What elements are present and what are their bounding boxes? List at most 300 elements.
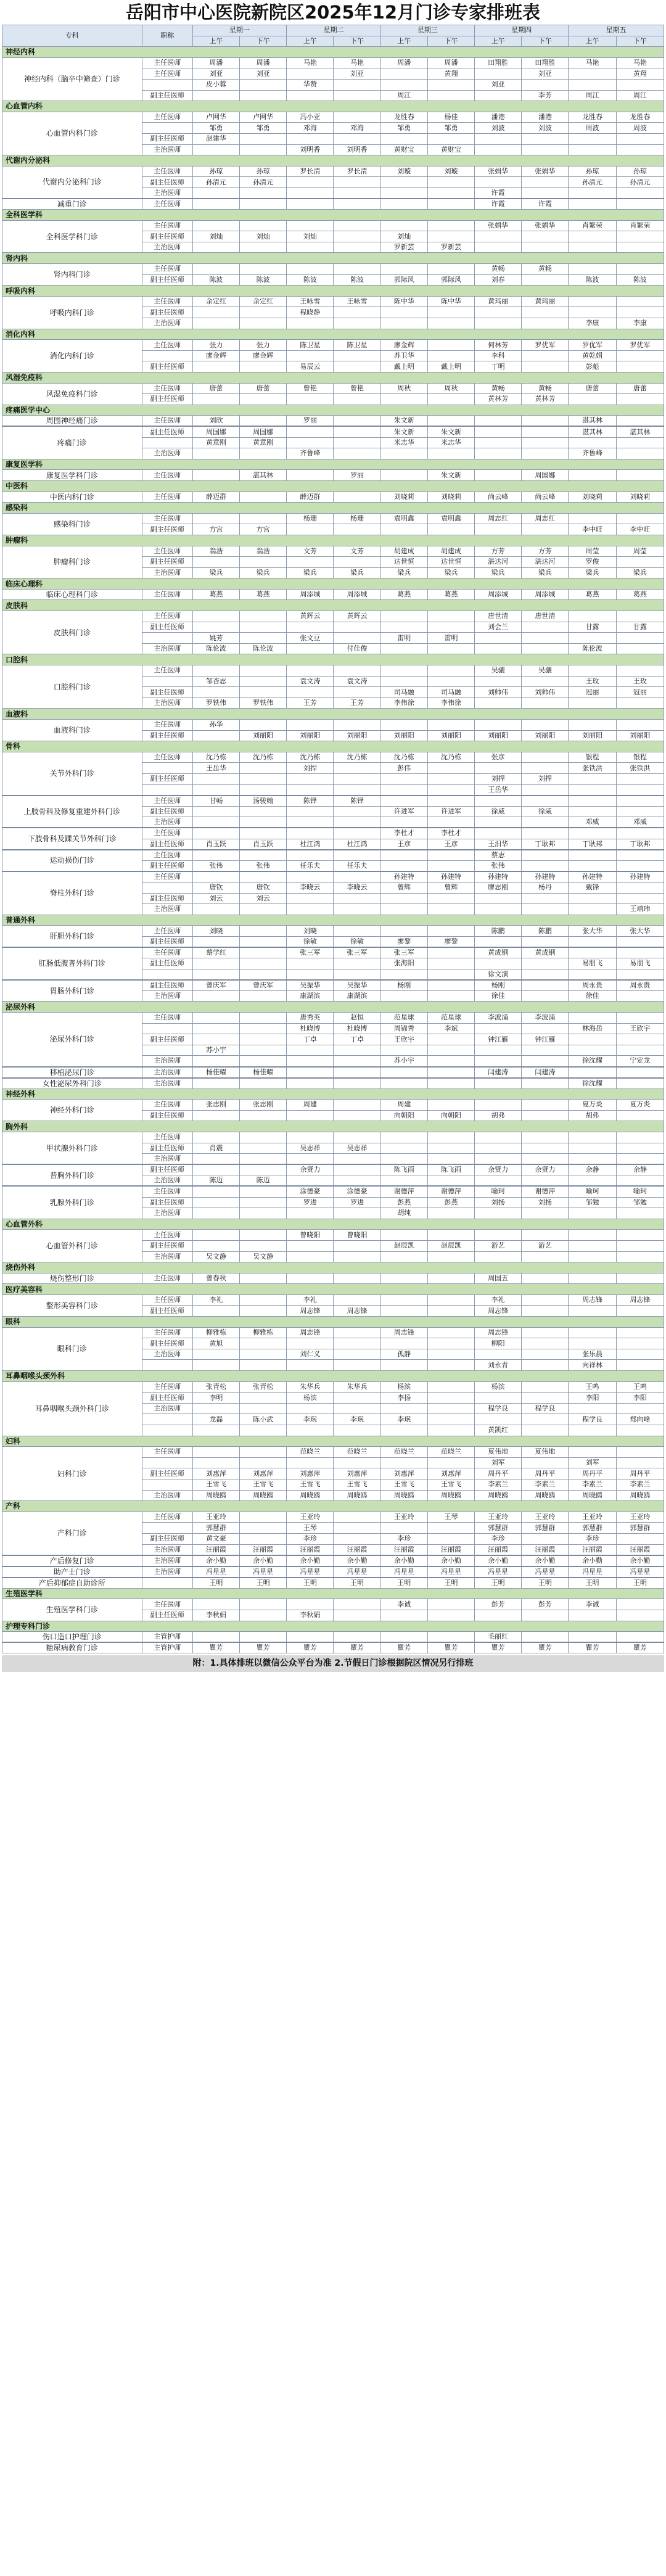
doctor-slot: 胡建成 (427, 546, 474, 557)
doctor-slot: 康湖滨 (334, 990, 380, 1002)
doctor-slot: 王亚玲 (192, 1512, 239, 1523)
schedule-row (2, 199, 664, 210)
doctor-slot (334, 1338, 380, 1349)
schedule-row (2, 470, 664, 481)
doctor-slot: 张彦 (475, 752, 522, 763)
specialty-name: 甲状腺外科门诊 (2, 1132, 142, 1164)
doctor-slot (616, 1143, 664, 1154)
doctor-slot (334, 1393, 380, 1404)
doctor-slot: 张三军 (334, 947, 380, 958)
doctor-slot (427, 1230, 474, 1241)
doctor-slot: 周莹 (569, 546, 616, 557)
doctor-slot: 朱华兵 (287, 1381, 334, 1393)
doctor-slot: 刘波 (475, 123, 522, 134)
doctor-slot (427, 1067, 474, 1078)
doctor-slot: 杜江鸿 (287, 839, 334, 850)
doctor-slot (287, 199, 334, 210)
doctor-slot: 吴骧 (475, 665, 522, 677)
doctor-slot (475, 470, 522, 481)
doctor-slot (334, 969, 380, 980)
doctor-slot: 周永贵 (569, 980, 616, 991)
doctor-slot (569, 720, 616, 731)
doctor-slot: 黄财宝 (380, 144, 427, 155)
doctor-slot: 张志刚 (192, 1100, 239, 1111)
doctor-slot: 刘晓莉 (427, 492, 474, 503)
doctor-slot: 潘港 (522, 112, 569, 123)
doctor-slot: 丁明 (475, 361, 522, 372)
doctor-slot (240, 187, 287, 199)
doctor-slot: 王咏雪 (287, 296, 334, 307)
doctor-slot: 黄翔 (427, 68, 474, 80)
doctor-slot: 冯星星 (334, 1566, 380, 1578)
schedule-row (2, 492, 664, 503)
doctor-slot: 孙建特 (380, 871, 427, 883)
doctor-slot (334, 773, 380, 784)
doctor-slot (380, 1078, 427, 1089)
header-specialty: 专科 (2, 25, 142, 47)
doctor-slot (522, 437, 569, 448)
schedule-row (2, 112, 664, 123)
doctor-slot (427, 1034, 474, 1045)
doctor-slot: 刘丽阳 (569, 730, 616, 741)
doctor-slot: 王雪飞 (380, 1479, 427, 1490)
doctor-slot: 周锦秀 (380, 1023, 427, 1034)
doctor-slot (334, 1425, 380, 1436)
doctor-title (142, 763, 192, 774)
doctor-slot (287, 470, 334, 481)
doctor-title: 主任医师 (142, 470, 192, 481)
doctor-slot: 游艺 (522, 1240, 569, 1251)
doctor-title: 副主任医师 (142, 730, 192, 741)
doctor-slot (569, 1067, 616, 1078)
doctor-slot: 葛燕 (569, 589, 616, 600)
doctor-title: 主治医师 (142, 1067, 192, 1078)
schedule-row (2, 1273, 664, 1284)
doctor-slot: 曾春秋 (192, 1273, 239, 1284)
schedule-row (2, 1642, 664, 1653)
doctor-slot: 杨滨 (380, 1381, 427, 1393)
doctor-slot: 曾辉 (427, 882, 474, 893)
doctor-slot (287, 1425, 334, 1436)
department-name: 康复医学科 (2, 459, 664, 470)
doctor-slot: 刘丽阳 (287, 730, 334, 741)
doctor-slot: 吴振华 (334, 980, 380, 991)
doctor-slot (569, 1240, 616, 1251)
doctor-slot: 湛其林 (240, 470, 287, 481)
doctor-slot: 王玫 (616, 676, 664, 687)
doctor-title: 主治医师 (142, 1208, 192, 1219)
doctor-slot (287, 850, 334, 861)
doctor-slot: 李杜才 (380, 828, 427, 839)
doctor-title (142, 1523, 192, 1534)
doctor-slot: 廖金辉 (380, 340, 427, 351)
doctor-slot: 刘明香 (287, 144, 334, 155)
doctor-slot: 刘晓莉 (616, 492, 664, 503)
doctor-slot (427, 622, 474, 633)
doctor-slot: 周志锋 (287, 1327, 334, 1338)
doctor-slot: 齐鲁峰 (569, 448, 616, 459)
doctor-slot (334, 448, 380, 459)
doctor-title (142, 1457, 192, 1468)
doctor-slot: 张力 (192, 340, 239, 351)
doctor-slot: 孙建特 (569, 871, 616, 883)
doctor-slot (380, 199, 427, 210)
doctor-slot (569, 1045, 616, 1056)
specialty-name: 肿瘤科门诊 (2, 546, 142, 578)
doctor-slot (287, 177, 334, 188)
doctor-slot (240, 622, 287, 633)
doctor-slot (287, 133, 334, 144)
doctor-slot (240, 1610, 287, 1621)
doctor-slot (192, 470, 239, 481)
doctor-slot: 陈波 (287, 274, 334, 286)
doctor-title: 副主任医师 (142, 980, 192, 991)
doctor-slot: 王欣宇 (380, 1034, 427, 1045)
doctor-slot: 刘灿 (380, 231, 427, 242)
department-row (2, 1088, 664, 1100)
doctor-slot (240, 1360, 287, 1371)
doctor-slot: 刘晓 (192, 926, 239, 937)
doctor-slot (287, 1175, 334, 1187)
doctor-slot (427, 220, 474, 231)
specialty-name: 下肢骨科及踝关节外科门诊 (2, 828, 142, 849)
doctor-slot (334, 687, 380, 698)
doctor-slot: 向祥林 (569, 1360, 616, 1371)
schedule-row (2, 57, 664, 68)
doctor-slot (380, 1132, 427, 1143)
doctor-slot: 汪丽霞 (192, 1544, 239, 1555)
doctor-slot: 罗铁伟 (240, 697, 287, 709)
doctor-slot (616, 231, 664, 242)
doctor-slot (380, 1306, 427, 1317)
doctor-slot (192, 850, 239, 861)
doctor-slot: 胡弗 (475, 1110, 522, 1121)
doctor-slot (380, 926, 427, 937)
doctor-slot (475, 90, 522, 101)
doctor-slot: 郭际风 (380, 274, 427, 286)
doctor-slot (240, 264, 287, 275)
doctor-slot: 冯小亚 (287, 112, 334, 123)
doctor-slot (192, 958, 239, 969)
doctor-slot (240, 720, 287, 731)
doctor-slot: 杨佳 (427, 112, 474, 123)
doctor-slot: 瞿芳 (427, 1642, 474, 1653)
doctor-slot (427, 643, 474, 654)
department-row (2, 915, 664, 926)
department-row (2, 709, 664, 720)
doctor-slot (522, 796, 569, 807)
doctor-slot (616, 513, 664, 524)
doctor-slot: 丁耿邦 (522, 839, 569, 850)
doctor-title: 主任医师 (142, 1013, 192, 1024)
doctor-slot: 瞿芳 (380, 1642, 427, 1653)
doctor-slot (522, 1457, 569, 1468)
doctor-slot: 汪丽霞 (287, 1544, 334, 1555)
doctor-slot (334, 187, 380, 199)
doctor-slot: 周建 (287, 1100, 334, 1111)
doctor-slot (427, 1403, 474, 1414)
doctor-slot: 黄乾娟 (569, 350, 616, 361)
doctor-slot: 王明 (522, 1578, 569, 1589)
doctor-title (142, 1360, 192, 1371)
doctor-slot: 陈中华 (380, 296, 427, 307)
doctor-slot: 司马融 (380, 687, 427, 698)
doctor-slot: 李诚 (380, 1599, 427, 1610)
doctor-slot (240, 1240, 287, 1251)
doctor-slot: 易辰云 (287, 361, 334, 372)
doctor-slot: 廖志刚 (475, 882, 522, 893)
doctor-title: 主任医师 (142, 220, 192, 231)
doctor-slot (334, 1208, 380, 1219)
doctor-slot (616, 307, 664, 318)
doctor-slot (569, 79, 616, 90)
doctor-slot: 李晓云 (334, 882, 380, 893)
doctor-slot (380, 79, 427, 90)
doctor-slot (287, 665, 334, 677)
doctor-title: 主治医师 (142, 1490, 192, 1501)
doctor-slot: 卢网华 (240, 112, 287, 123)
doctor-slot: 周添城 (522, 589, 569, 600)
schedule-row (2, 1632, 664, 1643)
doctor-title: 主任医师 (142, 1512, 192, 1523)
doctor-slot (334, 665, 380, 677)
doctor-slot (522, 524, 569, 535)
doctor-slot: 张力 (240, 340, 287, 351)
doctor-slot (334, 1240, 380, 1251)
doctor-title: 主任医师 (142, 416, 192, 427)
doctor-slot (192, 1230, 239, 1241)
doctor-slot (616, 611, 664, 622)
doctor-slot (569, 307, 616, 318)
doctor-title: 主治医师 (142, 1251, 192, 1262)
doctor-slot: 余静 (616, 1164, 664, 1175)
doctor-slot: 张青松 (192, 1381, 239, 1393)
doctor-slot: 邹杏志 (192, 676, 239, 687)
doctor-slot: 何林芳 (475, 340, 522, 351)
doctor-title (142, 1023, 192, 1034)
doctor-slot (569, 394, 616, 405)
doctor-slot (616, 264, 664, 275)
doctor-slot: 周丹平 (475, 1468, 522, 1479)
doctor-slot: 涂德豪 (334, 1186, 380, 1197)
doctor-slot: 余小勤 (475, 1555, 522, 1566)
doctor-slot: 郭慧群 (522, 1523, 569, 1534)
department-row (2, 286, 664, 297)
doctor-slot (334, 1599, 380, 1610)
doctor-slot (240, 926, 287, 937)
doctor-slot (475, 144, 522, 155)
doctor-slot (240, 220, 287, 231)
doctor-slot: 梁兵 (427, 567, 474, 578)
doctor-slot (616, 796, 664, 807)
doctor-slot: 戴锋 (569, 882, 616, 893)
doctor-slot: 刘会兰 (475, 622, 522, 633)
doctor-slot (569, 1208, 616, 1219)
doctor-slot: 王岳华 (192, 763, 239, 774)
doctor-slot: 薛迈群 (287, 492, 334, 503)
doctor-slot (569, 893, 616, 904)
doctor-slot (380, 622, 427, 633)
doctor-slot: 唐钦 (240, 882, 287, 893)
doctor-slot: 梁兵 (616, 567, 664, 578)
doctor-slot (569, 969, 616, 980)
doctor-slot: 赵辰凯 (380, 1240, 427, 1251)
doctor-slot (616, 1067, 664, 1078)
doctor-title: 副主任医师 (142, 958, 192, 969)
doctor-slot: 罗长清 (287, 166, 334, 177)
doctor-slot: 肖震 (192, 1143, 239, 1154)
doctor-slot: 李礼 (475, 1294, 522, 1306)
doctor-slot: 梁兵 (522, 567, 569, 578)
doctor-slot: 游艺 (475, 1240, 522, 1251)
doctor-slot: 刘亚 (192, 68, 239, 80)
doctor-slot (475, 828, 522, 839)
doctor-title: 副主任医师 (142, 524, 192, 535)
doctor-slot (427, 969, 474, 980)
specialty-name: 运动损伤门诊 (2, 850, 142, 871)
doctor-slot (334, 1164, 380, 1175)
doctor-slot (569, 1306, 616, 1317)
doctor-title: 主任医师 (142, 1186, 192, 1197)
doctor-slot: 甘畅 (192, 796, 239, 807)
specialty-name: 风湿免疫科门诊 (2, 383, 142, 405)
doctor-slot (427, 1154, 474, 1165)
doctor-slot: 周晓鸥 (522, 1490, 569, 1501)
doctor-slot (427, 1381, 474, 1393)
doctor-slot (475, 936, 522, 947)
specialty-name: 血液科门诊 (2, 720, 142, 741)
schedule-row (2, 1294, 664, 1306)
doctor-slot: 周志红 (475, 513, 522, 524)
doctor-slot: 唐蕾 (192, 383, 239, 394)
doctor-slot: 钟江雁 (475, 1034, 522, 1045)
doctor-slot (334, 1078, 380, 1089)
doctor-slot: 朱文新 (427, 470, 474, 481)
doctor-slot: 梁兵 (287, 567, 334, 578)
doctor-slot (427, 524, 474, 535)
doctor-slot (427, 850, 474, 861)
doctor-slot (427, 231, 474, 242)
department-row (2, 503, 664, 514)
doctor-slot (427, 1306, 474, 1317)
doctor-slot (616, 1403, 664, 1414)
department-name: 代谢内分泌科 (2, 155, 664, 167)
doctor-slot: 文芳 (334, 546, 380, 557)
doctor-slot: 曾艳 (287, 383, 334, 394)
doctor-slot (287, 893, 334, 904)
doctor-slot (427, 1273, 474, 1284)
doctor-slot: 周波 (616, 123, 664, 134)
doctor-slot: 罗进 (334, 1197, 380, 1208)
doctor-slot (522, 763, 569, 774)
doctor-slot (334, 784, 380, 796)
doctor-slot: 李伟徐 (380, 697, 427, 709)
doctor-slot: 王亚玲 (380, 1512, 427, 1523)
doctor-slot (192, 513, 239, 524)
doctor-slot (616, 1013, 664, 1024)
doctor-title: 副主任医师 (142, 361, 192, 372)
doctor-slot: 龙胜春 (616, 112, 664, 123)
doctor-title: 主任医师 (142, 796, 192, 807)
doctor-slot: 唐秀英 (287, 1013, 334, 1024)
department-row (2, 1621, 664, 1632)
doctor-slot: 廖金辉 (240, 350, 287, 361)
doctor-slot: 刘捍 (475, 773, 522, 784)
doctor-slot: 喻珂 (616, 1186, 664, 1197)
doctor-slot (475, 1056, 522, 1067)
doctor-slot (240, 1132, 287, 1143)
doctor-slot: 罗新芸 (427, 242, 474, 253)
doctor-slot: 湛其林 (616, 426, 664, 437)
doctor-slot (334, 524, 380, 535)
doctor-slot: 李珉 (334, 1414, 380, 1425)
doctor-slot (427, 1294, 474, 1306)
doctor-slot (192, 1023, 239, 1034)
doctor-slot: 余小勤 (334, 1555, 380, 1566)
doctor-slot: 王玫 (569, 676, 616, 687)
doctor-slot: 王亚玲 (475, 1512, 522, 1523)
doctor-slot (522, 893, 569, 904)
doctor-slot (334, 1294, 380, 1306)
specialty-name: 产后抑郁症自助诊所 (2, 1578, 142, 1589)
doctor-slot: 李科 (475, 350, 522, 361)
header-day-wed: 星期三 (380, 25, 474, 36)
doctor-slot (240, 318, 287, 329)
doctor-slot (334, 1045, 380, 1056)
doctor-slot: 彭燕 (427, 1197, 474, 1208)
doctor-slot: 周志锋 (287, 1306, 334, 1317)
doctor-title: 主治医师 (142, 144, 192, 155)
specialty-name: 代谢内分泌科门诊 (2, 166, 142, 199)
doctor-slot (334, 231, 380, 242)
doctor-slot (287, 958, 334, 969)
doctor-title: 副主任医师 (142, 394, 192, 405)
doctor-slot: 周莹 (616, 546, 664, 557)
doctor-slot (287, 68, 334, 80)
schedule-row (2, 828, 664, 839)
specialty-name: 眼科门诊 (2, 1327, 142, 1370)
doctor-slot (287, 1110, 334, 1121)
doctor-slot: 刘明香 (334, 144, 380, 155)
doctor-slot (240, 828, 287, 839)
doctor-slot (380, 850, 427, 861)
doctor-slot: 黄意刚 (192, 437, 239, 448)
doctor-slot: 向朝阳 (427, 1110, 474, 1121)
doctor-slot: 罗优军 (616, 340, 664, 351)
doctor-slot: 付佳俊 (334, 643, 380, 654)
doctor-slot (569, 133, 616, 144)
doctor-slot: 梁兵 (475, 567, 522, 578)
doctor-title: 主任医师 (142, 665, 192, 677)
doctor-title: 主任医师 (142, 589, 192, 600)
doctor-slot: 李杜才 (427, 828, 474, 839)
doctor-slot: 胡建成 (380, 546, 427, 557)
doctor-slot: 孙清元 (240, 177, 287, 188)
doctor-slot: 曾辉 (380, 882, 427, 893)
doctor-slot (616, 1132, 664, 1143)
doctor-slot (240, 1523, 287, 1534)
doctor-slot: 程学良 (569, 1414, 616, 1425)
doctor-slot (475, 1100, 522, 1111)
doctor-slot (192, 1425, 239, 1436)
doctor-slot: 林海岳 (569, 1023, 616, 1034)
doctor-slot: 李秋娟 (192, 1610, 239, 1621)
doctor-slot (522, 817, 569, 828)
doctor-slot: 朱华兵 (334, 1381, 380, 1393)
doctor-slot (427, 720, 474, 731)
doctor-slot (192, 1240, 239, 1251)
doctor-slot: 达世恒 (427, 557, 474, 568)
